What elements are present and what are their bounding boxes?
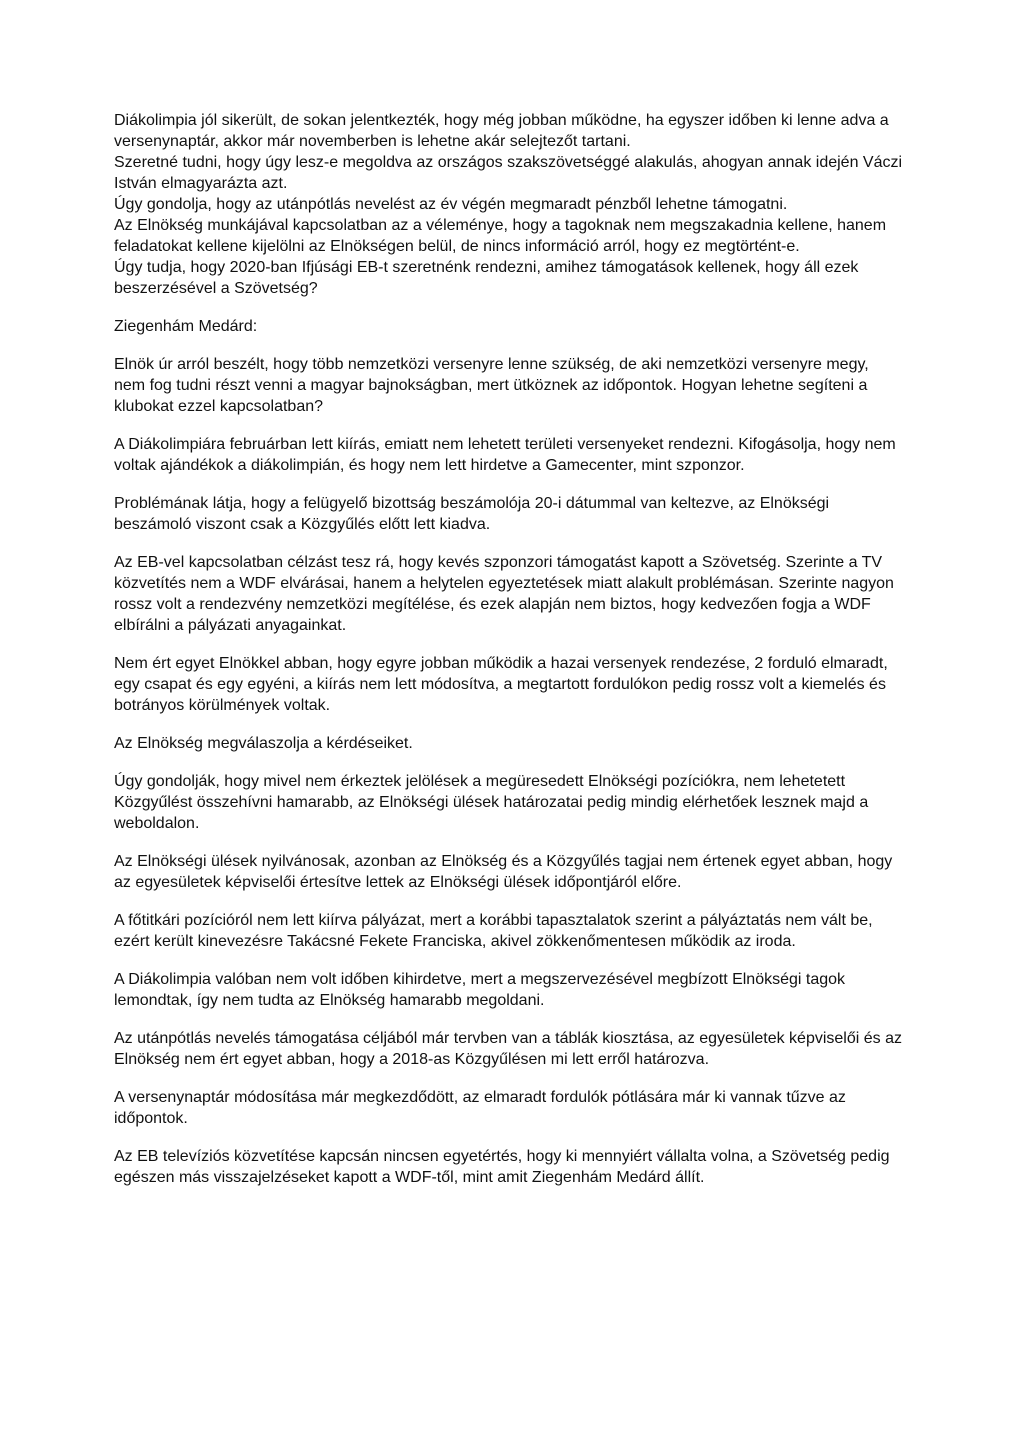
paragraph-utanpotlas: Úgy gondolja, hogy az utánpótlás nevelést az év végén megmaradt pénzből lehetne támogatni. xyxy=(114,196,788,213)
paragraph-ifjusagi-eb: Úgy tudja, hogy 2020-ban Ifjúsági EB-t szeretnénk rendezni, amihez támogatások kellenek, hogy áll ezek beszerzésével a Szövetség? xyxy=(114,259,859,297)
paragraph-nemzetkozi-verseny: Elnök úr arról beszélt, hogy több nemzetközi versenyre lenne szükség, de aki nemzetközi versenyre megy, nem fog tudni részt venni a magyar bajnokságban, mert ütköznek az időpontok. Hogyan lehetne segíteni a klubokat ezzel kapcsolatban? xyxy=(114,356,869,415)
paragraph-utanpotlas-valasz: Az utánpótlás nevelés támogatása céljából már tervben van a táblák kiosztása, az egyesületek képviselői és az Elnökség nem ért egyet abban, hogy a 2018-as Közgyűlésen mi lett erről határozva. xyxy=(114,1030,902,1068)
paragraph-elnokseg-munka: Az Elnökség munkájával kapcsolatban az a véleménye, hogy a tagoknak nem megszakadnia kellene, hanem feladatokat kellene kijelölni az Elnökségen belül, de nincs információ arról, hogy ez megtörtént-e. xyxy=(114,217,887,255)
paragraph-felugyelo-bizottsag: Problémának látja, hogy a felügyelő bizottság beszámolója 20-i dátummal van keltezve, az Elnökségi beszámoló viszont csak a Közgyűlés előtt lett kiadva. xyxy=(114,495,830,533)
paragraph-diakolimpia: Diákolimpia jól sikerült, de sokan jelentkezték, hogy még jobban működne, ha egyszer időben ki lenne adva a versenynaptár, akkor már novemberben is lehetne akár selejtezőt tartani. xyxy=(114,112,889,150)
paragraph-diakolimpia-valasz: A Diákolimpia valóban nem volt időben kihirdetve, mert a megszervezésével megbízott Elnökségi tagok lemondtak, így nem tudta az Elnökség hamarabb megoldani. xyxy=(114,971,846,1009)
paragraph-szakszovetseg: Szeretné tudni, hogy úgy lesz-e megoldva az országos szakszövetséggé alakulás, ahogyan annak idején Váczi István elmagyarázta azt. xyxy=(114,154,903,192)
paragraph-jelolesek: Úgy gondolják, hogy mivel nem érkeztek jelölések a megüresedett Elnökségi pozíciókra, nem lehetetett Közgyűlést összehívni hamarabb, az Elnökségi ülések határozatai pedig mindig elérhetőek lesznek majd a weboldalon. xyxy=(114,773,869,832)
paragraph-versenynaptar: A versenynaptár módosítása már megkezdődött, az elmaradt fordulók pótlására már ki vannak tűzve az időpontok. xyxy=(114,1089,846,1127)
paragraph-diakolimpia-kiiras: A Diákolimpiára februárban lett kiírás, emiatt nem lehetett területi versenyeket rendezni. Kifogásolja, hogy nem voltak ajándékok a diákolimpián, és hogy nem lett hirdetve a Gamecenter, mint szponzor. xyxy=(114,436,896,474)
paragraph-hazai-versenyek: Nem ért egyet Elnökkel abban, hogy egyre jobban működik a hazai versenyek rendezése, 2 forduló elmaradt, egy csapat és egy egyéni, a kiírás nem lett módosítva, a megtartott fordulókon pedig rossz volt a kiemelés és botrányos körülmények voltak. xyxy=(114,655,888,714)
paragraph-nyilvanos-ulesek: Az Elnökségi ülések nyilvánosak, azonban az Elnökség és a Közgyűlés tagjai nem értenek egyet abban, hogy az egyesületek képviselői értesítve lettek az Elnökségi ülések időpontjáról előre. xyxy=(114,853,893,891)
paragraph-elnokseg-valasz: Az Elnökség megválaszolja a kérdéseiket. xyxy=(114,735,413,752)
paragraph-eb-szponzor: Az EB-vel kapcsolatban célzást tesz rá, hogy kevés szponzori támogatást kapott a Szövetség. Szerinte a TV közvetítés nem a WDF elvárásai, hanem a helytelen egyeztetések miatt alakult problémásan. Szerinte nagyon rossz volt a rendezvény nemzetközi megítélése, és ezek alapján nem biztos, hogy kedvezően fogja a WDF elbírálni a pályázati anyagainkat. xyxy=(114,554,894,634)
paragraph-fotitkar: A főtitkári pozícióról nem lett kiírva pályázat, mert a korábbi tapasztalatok szerint a pályáztatás nem vált be, ezért került kinevezésre Takácsné Fekete Franciska, akivel zökkenőmentesen működik az iroda. xyxy=(114,912,873,950)
document-page xyxy=(114,110,904,1188)
paragraph-eb-televizio: Az EB televíziós közvetítése kapcsán nincsen egyetértés, hogy ki mennyiért vállalta volna, a Szövetség pedig egészen más visszajelzéseket kapott a WDF-től, mint amit Ziegenhám Medárd állít. xyxy=(114,1148,890,1186)
speaker-heading: Ziegenhám Medárd: xyxy=(114,318,258,335)
